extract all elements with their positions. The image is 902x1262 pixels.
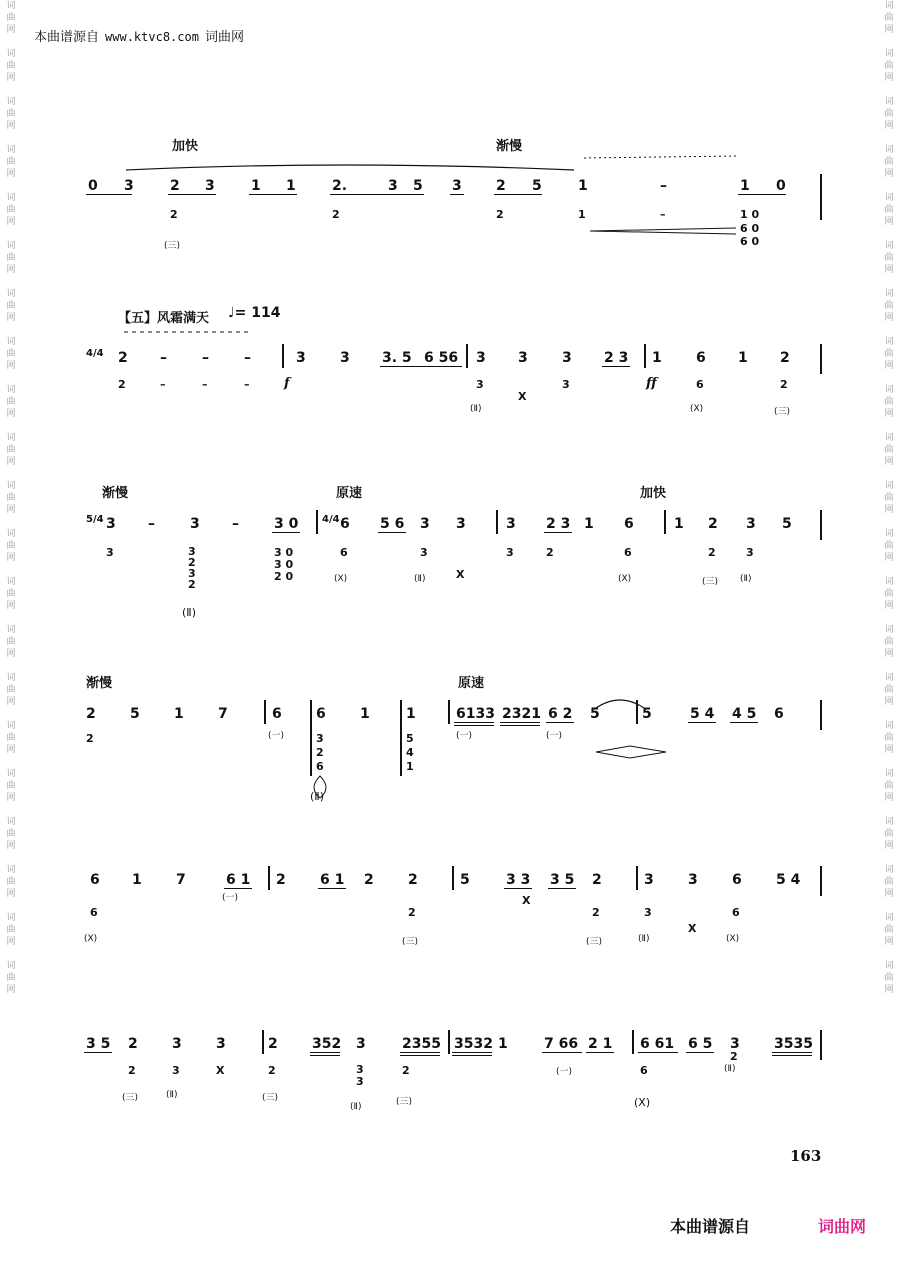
note: 5 4 bbox=[690, 706, 715, 722]
ornament: (X) bbox=[618, 574, 632, 584]
note: 1 bbox=[578, 178, 588, 194]
watermark-text: 词曲网 bbox=[6, 1, 16, 35]
footer-source: 本曲谱源自 bbox=[670, 1217, 751, 1236]
tempo-a-tempo: 原速 bbox=[336, 486, 363, 501]
ornament: (三) bbox=[774, 407, 791, 417]
section-title: 【五】风霜满天 bbox=[118, 311, 210, 326]
watermark-text: 词曲网 bbox=[6, 769, 16, 803]
lower-note: 5 4 1 bbox=[406, 732, 414, 773]
time-signature: 5/4 bbox=[86, 514, 104, 525]
note: 0 bbox=[88, 178, 98, 194]
lower-note: 6 bbox=[732, 906, 740, 919]
watermark-text: 词曲网 bbox=[6, 241, 16, 275]
note: 7 66 bbox=[544, 1036, 579, 1052]
watermark-text: 词曲网 bbox=[884, 337, 894, 371]
note: 3 bbox=[216, 1036, 226, 1052]
watermark-text: 词曲网 bbox=[884, 577, 894, 611]
note: 5 6 bbox=[380, 516, 405, 532]
note: 1 bbox=[174, 706, 184, 722]
note: 1 bbox=[286, 178, 296, 194]
note: 5 bbox=[130, 706, 140, 722]
note: 352 bbox=[312, 1036, 342, 1052]
dynamic-forte: f bbox=[284, 376, 290, 391]
note: 3 bbox=[296, 350, 306, 366]
ornament: (Ⅱ) bbox=[350, 1102, 362, 1112]
watermark-text: 词曲网 bbox=[884, 769, 894, 803]
lower-note: 6 0 bbox=[740, 222, 760, 235]
lower-note: 3 bbox=[476, 378, 484, 391]
lower-note: 3 3 bbox=[356, 1063, 364, 1088]
lower-note: 3 2 6 bbox=[316, 732, 324, 773]
ornament: (Ⅱ) bbox=[414, 574, 426, 584]
note: 1 bbox=[738, 350, 748, 366]
watermark-text: 词曲网 bbox=[884, 481, 894, 515]
ornament: (X) bbox=[726, 934, 740, 944]
tempo-accel: 加快 bbox=[640, 486, 667, 501]
lower-note: 6 bbox=[640, 1064, 648, 1077]
footer-site[interactable]: 词曲网 bbox=[818, 1217, 867, 1236]
ornament: (三) bbox=[122, 1093, 139, 1103]
note: 2321 bbox=[502, 706, 541, 722]
ornament: (Ⅱ) bbox=[310, 790, 324, 803]
watermark-text: 词曲网 bbox=[6, 721, 16, 755]
lower-note: X bbox=[522, 894, 531, 907]
note: 6 bbox=[732, 872, 742, 888]
ornament: (Ⅱ) bbox=[182, 606, 196, 619]
lower-note: – bbox=[202, 378, 208, 391]
note: 5 bbox=[590, 706, 600, 722]
note: 5 bbox=[460, 872, 470, 888]
note: 3 bbox=[518, 350, 528, 366]
lower-note: 2 bbox=[496, 208, 504, 221]
note: 2 1 bbox=[588, 1036, 613, 1052]
note: – bbox=[660, 178, 667, 194]
note: 2 bbox=[708, 516, 718, 532]
ornament: (Ⅱ) bbox=[740, 574, 752, 584]
ornament: (X) bbox=[634, 1096, 651, 1109]
ornament: (Ⅱ) bbox=[724, 1064, 736, 1074]
ornament: (三) bbox=[586, 937, 603, 947]
tempo-rit: 渐慢 bbox=[496, 139, 523, 154]
watermark-text: 词曲网 bbox=[6, 385, 16, 419]
lower-note: 6 bbox=[340, 546, 348, 559]
note: 1 bbox=[360, 706, 370, 722]
lower-note: 3 bbox=[172, 1064, 180, 1077]
note: 3 bbox=[562, 350, 572, 366]
note: – bbox=[244, 350, 251, 366]
lower-note: 2 bbox=[546, 546, 554, 559]
note: 1 bbox=[251, 178, 261, 194]
lower-note: 3 0 bbox=[274, 546, 294, 559]
note: 3 3 bbox=[506, 872, 531, 888]
lower-note: 2 bbox=[708, 546, 716, 559]
note: 3535 bbox=[774, 1036, 813, 1052]
note: 0 bbox=[776, 178, 786, 194]
note: 3532 bbox=[454, 1036, 493, 1052]
note: 6133 bbox=[456, 706, 495, 722]
note: 3 bbox=[420, 516, 430, 532]
note: 2 bbox=[592, 872, 602, 888]
note: 5 bbox=[532, 178, 542, 194]
note: 3 bbox=[476, 350, 486, 366]
note: 3 bbox=[506, 516, 516, 532]
note: 3 bbox=[388, 178, 398, 194]
watermark-text: 词曲网 bbox=[6, 625, 16, 659]
lower-note: 3 2 3 2 bbox=[188, 545, 196, 591]
ornament: (一) bbox=[456, 731, 473, 741]
watermark-text: 词曲网 bbox=[6, 913, 16, 947]
slur bbox=[126, 165, 574, 170]
watermark-text: 词曲网 bbox=[884, 289, 894, 323]
watermark-text: 词曲网 bbox=[6, 49, 16, 83]
note: 2 bbox=[268, 1036, 278, 1052]
note: 3 5 bbox=[550, 872, 575, 888]
note: 3 bbox=[644, 872, 654, 888]
lower-note: 1 bbox=[578, 208, 586, 221]
lower-note: – bbox=[160, 378, 166, 391]
ornament: (一) bbox=[556, 1067, 573, 1077]
ornament: (X) bbox=[690, 404, 704, 414]
note: – bbox=[148, 516, 155, 532]
watermark-text: 词曲网 bbox=[884, 625, 894, 659]
ornament: (三) bbox=[396, 1097, 413, 1107]
note: 3 bbox=[190, 516, 200, 532]
note: 2 bbox=[364, 872, 374, 888]
note: 5 4 bbox=[776, 872, 801, 888]
lower-note: X bbox=[456, 568, 465, 581]
note: 1 bbox=[740, 178, 750, 194]
note: 7 bbox=[176, 872, 186, 888]
ornament-circle bbox=[314, 776, 326, 798]
ornament: (一) bbox=[268, 731, 285, 741]
note: 5 bbox=[413, 178, 423, 194]
watermark-text: 词曲网 bbox=[884, 913, 894, 947]
note: 1 bbox=[132, 872, 142, 888]
watermark-text: 词曲网 bbox=[6, 577, 16, 611]
note: 6 bbox=[774, 706, 784, 722]
header-url[interactable]: www.ktvc8.com bbox=[105, 30, 199, 44]
note: 6 bbox=[340, 516, 350, 532]
watermark-text: 词曲网 bbox=[884, 817, 894, 851]
watermark-text: 词曲网 bbox=[884, 145, 894, 179]
time-signature: 4/4 bbox=[86, 348, 104, 359]
note: 3 bbox=[456, 516, 466, 532]
note: 3 bbox=[124, 178, 134, 194]
note: 2 3 bbox=[604, 350, 629, 366]
ornament: (Ⅱ) bbox=[166, 1090, 178, 1100]
lower-note: 6 0 bbox=[740, 235, 760, 248]
note: 3 bbox=[205, 178, 215, 194]
section-tempo: ♩= 114 bbox=[228, 305, 281, 321]
ornament: (X) bbox=[334, 574, 348, 584]
note: 2 bbox=[170, 178, 180, 194]
watermark-text: 词曲网 bbox=[884, 721, 894, 755]
note: 2 bbox=[496, 178, 506, 194]
note: 2 bbox=[86, 706, 96, 722]
lower-note: 3 bbox=[746, 546, 754, 559]
ornament: (Ⅱ) bbox=[638, 934, 650, 944]
dim-hairpin bbox=[590, 228, 736, 234]
lower-note: 2 bbox=[408, 906, 416, 919]
lower-note: 3 bbox=[506, 546, 514, 559]
note: – bbox=[202, 350, 209, 366]
tempo-rit: 渐慢 bbox=[102, 486, 129, 501]
note: 7 bbox=[218, 706, 228, 722]
watermark-text: 词曲网 bbox=[884, 529, 894, 563]
watermark-text: 词曲网 bbox=[884, 193, 894, 227]
note: 6 bbox=[90, 872, 100, 888]
header-source: 本曲谱源自 bbox=[34, 30, 100, 45]
note: 3 bbox=[688, 872, 698, 888]
lower-note: 2 bbox=[268, 1064, 276, 1077]
time-signature: 4/4 bbox=[322, 514, 340, 525]
watermark-text: 词曲网 bbox=[6, 337, 16, 371]
watermark-text: 词曲网 bbox=[6, 289, 16, 323]
note: 1 bbox=[652, 350, 662, 366]
watermark-text: 词曲网 bbox=[6, 193, 16, 227]
tie bbox=[596, 700, 644, 708]
watermark-text: 词曲网 bbox=[6, 961, 16, 995]
dynamic-fortissimo: ff bbox=[646, 376, 657, 391]
tempo-rit: 渐慢 bbox=[86, 676, 113, 691]
lower-note: 2 bbox=[118, 378, 126, 391]
watermark-text: 词曲网 bbox=[884, 49, 894, 83]
note: 3 bbox=[172, 1036, 182, 1052]
lower-note: 3 bbox=[644, 906, 652, 919]
ornament: (一) bbox=[222, 893, 239, 903]
lower-note: 6 bbox=[624, 546, 632, 559]
note: 1 bbox=[498, 1036, 508, 1052]
watermark-text: 词曲网 bbox=[6, 97, 16, 131]
watermark-text: 词曲网 bbox=[6, 145, 16, 179]
lower-note: 2 bbox=[332, 208, 340, 221]
note: 3 bbox=[356, 1036, 366, 1052]
ornament: (X) bbox=[84, 934, 98, 944]
note: 6 61 bbox=[640, 1036, 675, 1052]
ornament: (三) bbox=[402, 937, 419, 947]
lower-note: X bbox=[688, 922, 697, 935]
lower-note: 6 bbox=[90, 906, 98, 919]
lower-note: 6 bbox=[696, 378, 704, 391]
lower-note: 2 bbox=[86, 732, 94, 745]
lower-note: 2 bbox=[730, 1050, 738, 1063]
watermark-text: 词曲网 bbox=[6, 529, 16, 563]
watermark-text: 词曲网 bbox=[884, 673, 894, 707]
cresc-hairpin bbox=[596, 746, 666, 758]
note: 2 3 bbox=[546, 516, 571, 532]
ornament: (一) bbox=[546, 731, 563, 741]
lower-note: 2 bbox=[780, 378, 788, 391]
lower-note: 2 0 bbox=[274, 570, 294, 583]
note: 3 0 bbox=[274, 516, 299, 532]
note: 5 bbox=[642, 706, 652, 722]
note: 6 5 bbox=[688, 1036, 713, 1052]
watermark-text: 词曲网 bbox=[6, 817, 16, 851]
lower-note: 1 0 bbox=[740, 208, 760, 221]
note: 1 bbox=[584, 516, 594, 532]
ornament: (三) bbox=[262, 1093, 279, 1103]
ornament: (三) bbox=[164, 241, 181, 251]
note: 2 bbox=[780, 350, 790, 366]
note: 2. bbox=[332, 178, 348, 194]
lower-note: 2 bbox=[128, 1064, 136, 1077]
note: 6 bbox=[316, 706, 326, 722]
lower-note: 3 bbox=[106, 546, 114, 559]
note: – bbox=[160, 350, 167, 366]
lower-note: 2 bbox=[170, 208, 178, 221]
note: 6 bbox=[624, 516, 634, 532]
dotted-line bbox=[584, 156, 736, 158]
note: 2 bbox=[276, 872, 286, 888]
note: 3 bbox=[106, 516, 116, 532]
note: 6 1 bbox=[226, 872, 251, 888]
lower-note: 3 bbox=[420, 546, 428, 559]
note: 3 5 bbox=[86, 1036, 111, 1052]
note: 3 bbox=[340, 350, 350, 366]
watermark-text: 词曲网 bbox=[6, 865, 16, 899]
watermark-text: 词曲网 bbox=[884, 241, 894, 275]
watermark-text: 词曲网 bbox=[6, 481, 16, 515]
note: – bbox=[232, 516, 239, 532]
tempo-a-tempo: 原速 bbox=[458, 676, 485, 691]
ornament: (Ⅱ) bbox=[470, 404, 482, 414]
watermark-text: 词曲网 bbox=[6, 433, 16, 467]
watermark-text: 词曲网 bbox=[884, 1, 894, 35]
note: 3 bbox=[746, 516, 756, 532]
note: 6 1 bbox=[320, 872, 345, 888]
note: 2 bbox=[118, 350, 128, 366]
watermark-text: 词曲网 bbox=[884, 385, 894, 419]
lower-note: – bbox=[244, 378, 250, 391]
note: 3 bbox=[452, 178, 462, 194]
note: 2 bbox=[408, 872, 418, 888]
note: 4 5 bbox=[732, 706, 757, 722]
lower-note: X bbox=[216, 1064, 225, 1077]
note: 6 bbox=[272, 706, 282, 722]
header-site: 词曲网 bbox=[204, 30, 244, 45]
note: 6 56 bbox=[424, 350, 459, 366]
page-number: 163 bbox=[790, 1147, 822, 1165]
note: 6 bbox=[696, 350, 706, 366]
note: 1 bbox=[406, 706, 416, 722]
tempo-accel: 加快 bbox=[172, 139, 199, 154]
note: 3 bbox=[730, 1036, 740, 1052]
watermark-text: 词曲网 bbox=[6, 673, 16, 707]
note: 6 2 bbox=[548, 706, 573, 722]
lower-note: – bbox=[660, 208, 666, 221]
lower-note: X bbox=[518, 390, 527, 403]
note: 3. 5 bbox=[382, 350, 412, 366]
watermark-text: 词曲网 bbox=[884, 961, 894, 995]
note: 2 bbox=[128, 1036, 138, 1052]
note: 1 bbox=[674, 516, 684, 532]
note: 5 bbox=[782, 516, 792, 532]
lower-note: 3 0 bbox=[274, 558, 294, 571]
lower-note: 2 bbox=[592, 906, 600, 919]
watermark-text: 词曲网 bbox=[884, 433, 894, 467]
lower-note: 3 bbox=[562, 378, 570, 391]
note: 2355 bbox=[402, 1036, 441, 1052]
watermark-text: 词曲网 bbox=[884, 865, 894, 899]
ornament: (三) bbox=[702, 577, 719, 587]
lower-note: 2 bbox=[402, 1064, 410, 1077]
watermark-text: 词曲网 bbox=[884, 97, 894, 131]
